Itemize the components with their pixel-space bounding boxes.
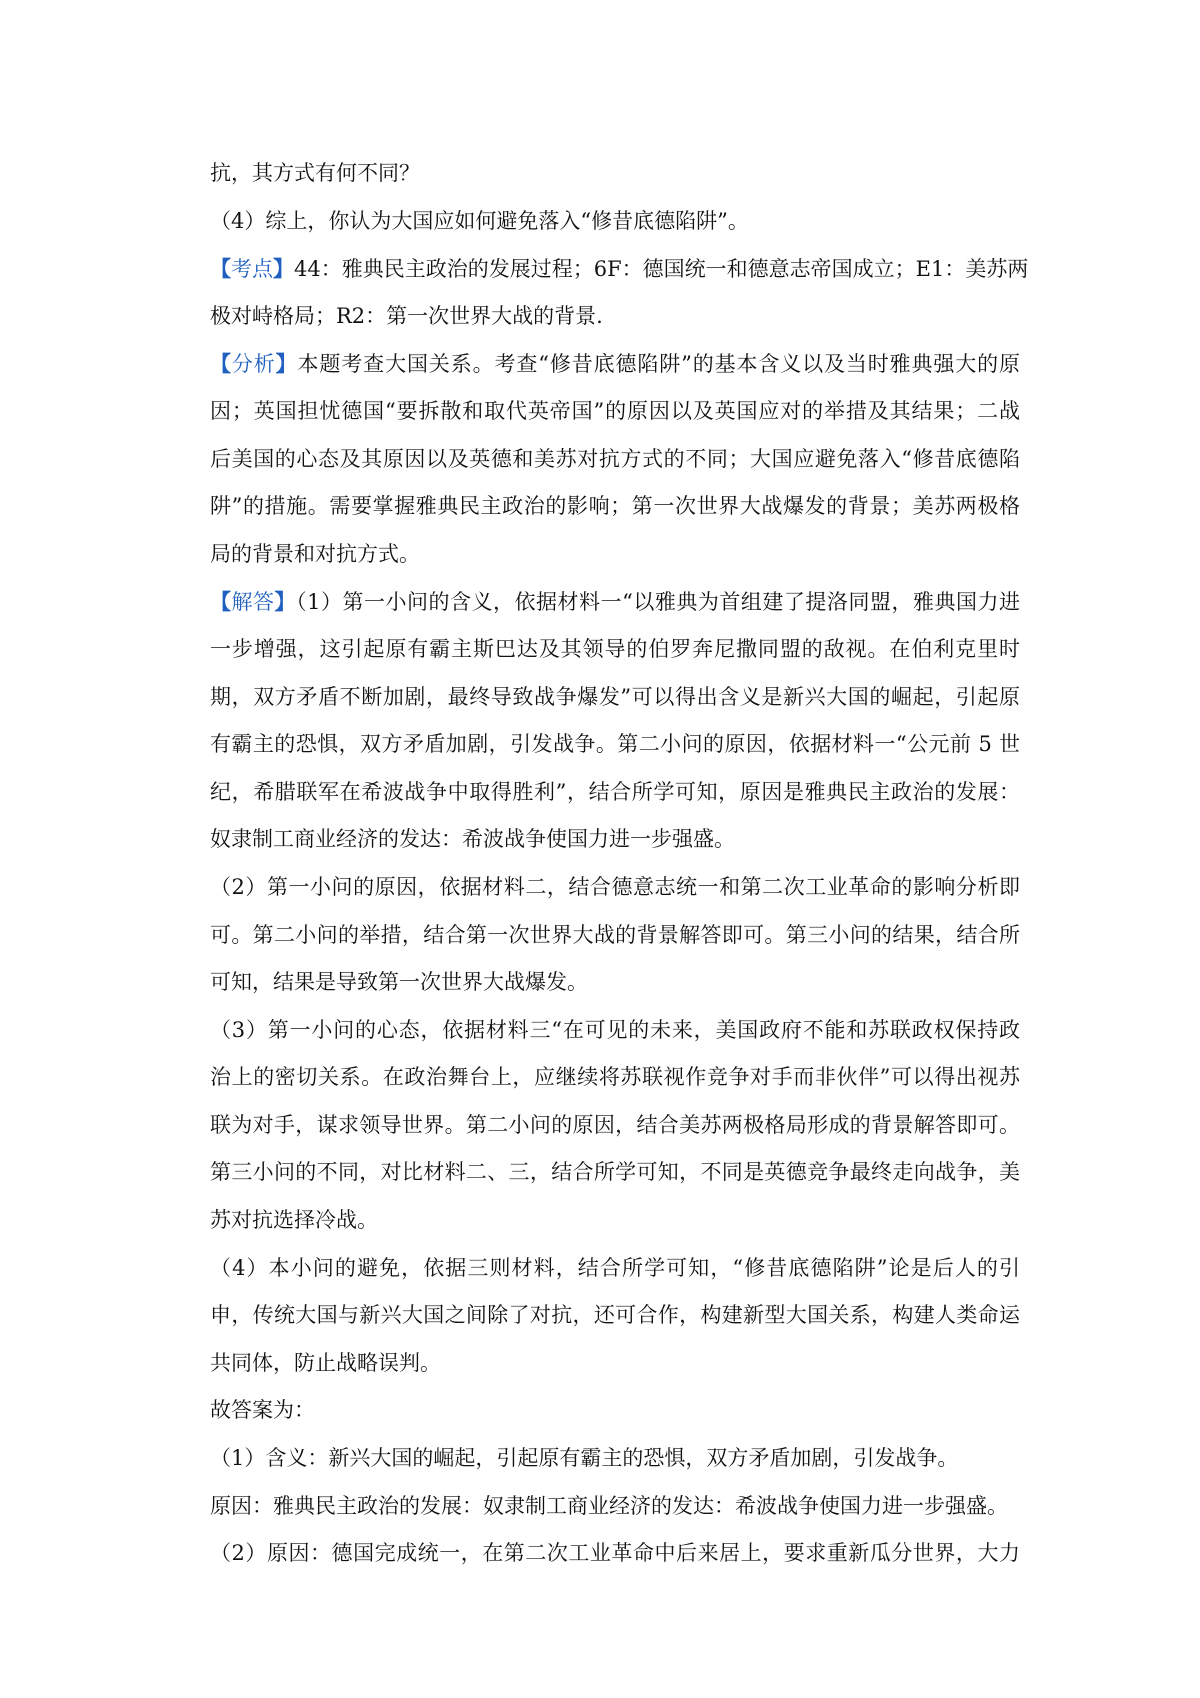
line-text: （2）第一小问的原因，依据材料二，结合德意志统一和第二次工业革命的影响分析即 [210,874,1020,899]
section-tag-open: 【 [210,256,231,282]
text-line [210,1054,1020,1102]
line-text: 苏对抗选择冷战。 [210,1208,378,1233]
text-line [210,1435,1020,1483]
text-line [210,674,1020,722]
line-text: 后美国的心态及其原因以及英德和美苏对抗方式的不同；大国应避免落入“修昔底德陷 [210,446,1020,471]
line-text: 联为对手，谋求领导世界。第二小问的原因，结合美苏两极格局形成的背景解答即可。 [210,1112,1020,1137]
section-tag-open: 【 [210,589,232,615]
line-text: 原因：雅典民主政治的发展：奴隶制工商业经济的发达：希波战争使国力进一步强盛。 [210,1493,1008,1518]
text-line [210,1197,1020,1245]
text-line [210,1245,1020,1293]
text-line [210,1483,1020,1531]
line-text: 因；英国担忧德国“要拆散和取代英帝国”的原因以及英国应对的举措及其结果；二战 [210,398,1020,423]
text-line [210,1149,1020,1197]
line-text: 极对峙格局；R2：第一次世界大战的背景. [210,303,603,328]
section-tag-jieda: 解答 [231,590,275,615]
text-line [210,388,1020,436]
text-line [210,1340,1020,1388]
text-line [210,626,1020,674]
line-text: （1）含义：新兴大国的崛起，引起原有霸主的恐惧，双方矛盾加剧，引发战争。 [210,1446,959,1471]
line-text: 有霸主的恐惧，双方矛盾加剧，引发战争。第二小问的原因，依据材料一“公元前 5 世 [210,732,1020,757]
line-text: 故答案为： [210,1398,315,1423]
line-text: 局的背景和对抗方式。 [210,541,420,566]
line-text: 第三小问的不同，对比材料二、三，结合所学可知，不同是英德竞争最终走向战争，美 [210,1160,1020,1185]
line-text: 期，双方矛盾不断加剧，最终导致战争爆发”可以得出含义是新兴大国的崛起，引起原 [210,684,1020,709]
section-tag-close: 】 [273,256,294,282]
section-tag-fenxi: 分析 [231,352,276,377]
document-body [210,150,1029,1578]
text-line [210,293,1020,341]
text-line [210,864,1020,912]
section-tag-close: 】 [274,589,297,615]
text-line [210,150,1020,198]
text-line [210,769,1020,817]
text-line [210,959,1020,1007]
section-tag-kaodian: 考点 [231,257,273,282]
line-text: 抗，其方式有何不同？ [210,161,420,185]
line-text: 纪，希腊联军在希波战争中取得胜利”，结合所学可知，原因是雅典民主政治的发展： [210,779,1020,804]
line-text: 共同体，防止战略误判。 [210,1350,441,1375]
line-text: 可。第二小问的举措，结合第一次世界大战的背景解答即可。第三小问的结果，结合所 [210,922,1020,947]
line-text: 一步增强，这引起原有霸主斯巴达及其领导的伯罗奔尼撒同盟的敌视。在伯利克里时 [210,636,1020,661]
text-line [210,1007,1020,1055]
line-text: 本题考查大国关系。考查“修昔底德陷阱”的基本含义以及当时雅典强大的原 [297,352,1021,377]
line-text: （1）第一小问的含义，依据材料一“以雅典为首组建了提洛同盟，雅典国力进 [296,590,1021,615]
jieda-line [210,578,1020,626]
line-text: 阱”的措施。需要掌握雅典民主政治的影响；第一次世界大战爆发的背景；美苏两极格 [210,494,1020,519]
text-line [210,483,1020,531]
text-line [210,531,1020,579]
line-text: 44：雅典民主政治的发展过程；6F：德国统一和德意志帝国成立；E1：美苏两 [294,257,1029,282]
line-text: （4）综上，你认为大国应如何避免落入“修昔底德陷阱”。 [210,208,749,233]
fenxi-line [210,340,1020,388]
text-line [210,1102,1020,1150]
text-line [210,198,1020,246]
text-line [210,1530,1020,1578]
kaodian-line [210,245,1029,293]
answer-heading [210,1387,1020,1435]
section-tag-open: 【 [210,351,232,377]
line-text: （3）第一小问的心态，依据材料三“在可见的未来，美国政府不能和苏联政权保持政 [210,1017,1020,1042]
text-line [210,721,1020,769]
text-line [210,436,1020,484]
line-text: （4）本小问的避免，依据三则材料，结合所学可知，“修昔底德陷阱”论是后人的引 [210,1255,1020,1280]
line-text: 治上的密切关系。在政治舞台上，应继续将苏联视作竞争对手而非伙伴”可以得出视苏 [210,1065,1020,1090]
line-text: 奴隶制工商业经济的发达：希波战争使国力进一步强盛。 [210,827,735,852]
line-text: 申，传统大国与新兴大国之间除了对抗，还可合作，构建新型大国关系，构建人类命运 [210,1303,1020,1328]
text-line [210,912,1020,960]
line-text: （2）原因：德国完成统一，在第二次工业革命中后来居上，要求重新瓜分世界，大力 [210,1541,1020,1566]
text-line [210,816,1020,864]
text-line [210,1292,1020,1340]
line-text: 可知，结果是导致第一次世界大战爆发。 [210,970,588,995]
section-tag-close: 】 [275,351,298,377]
